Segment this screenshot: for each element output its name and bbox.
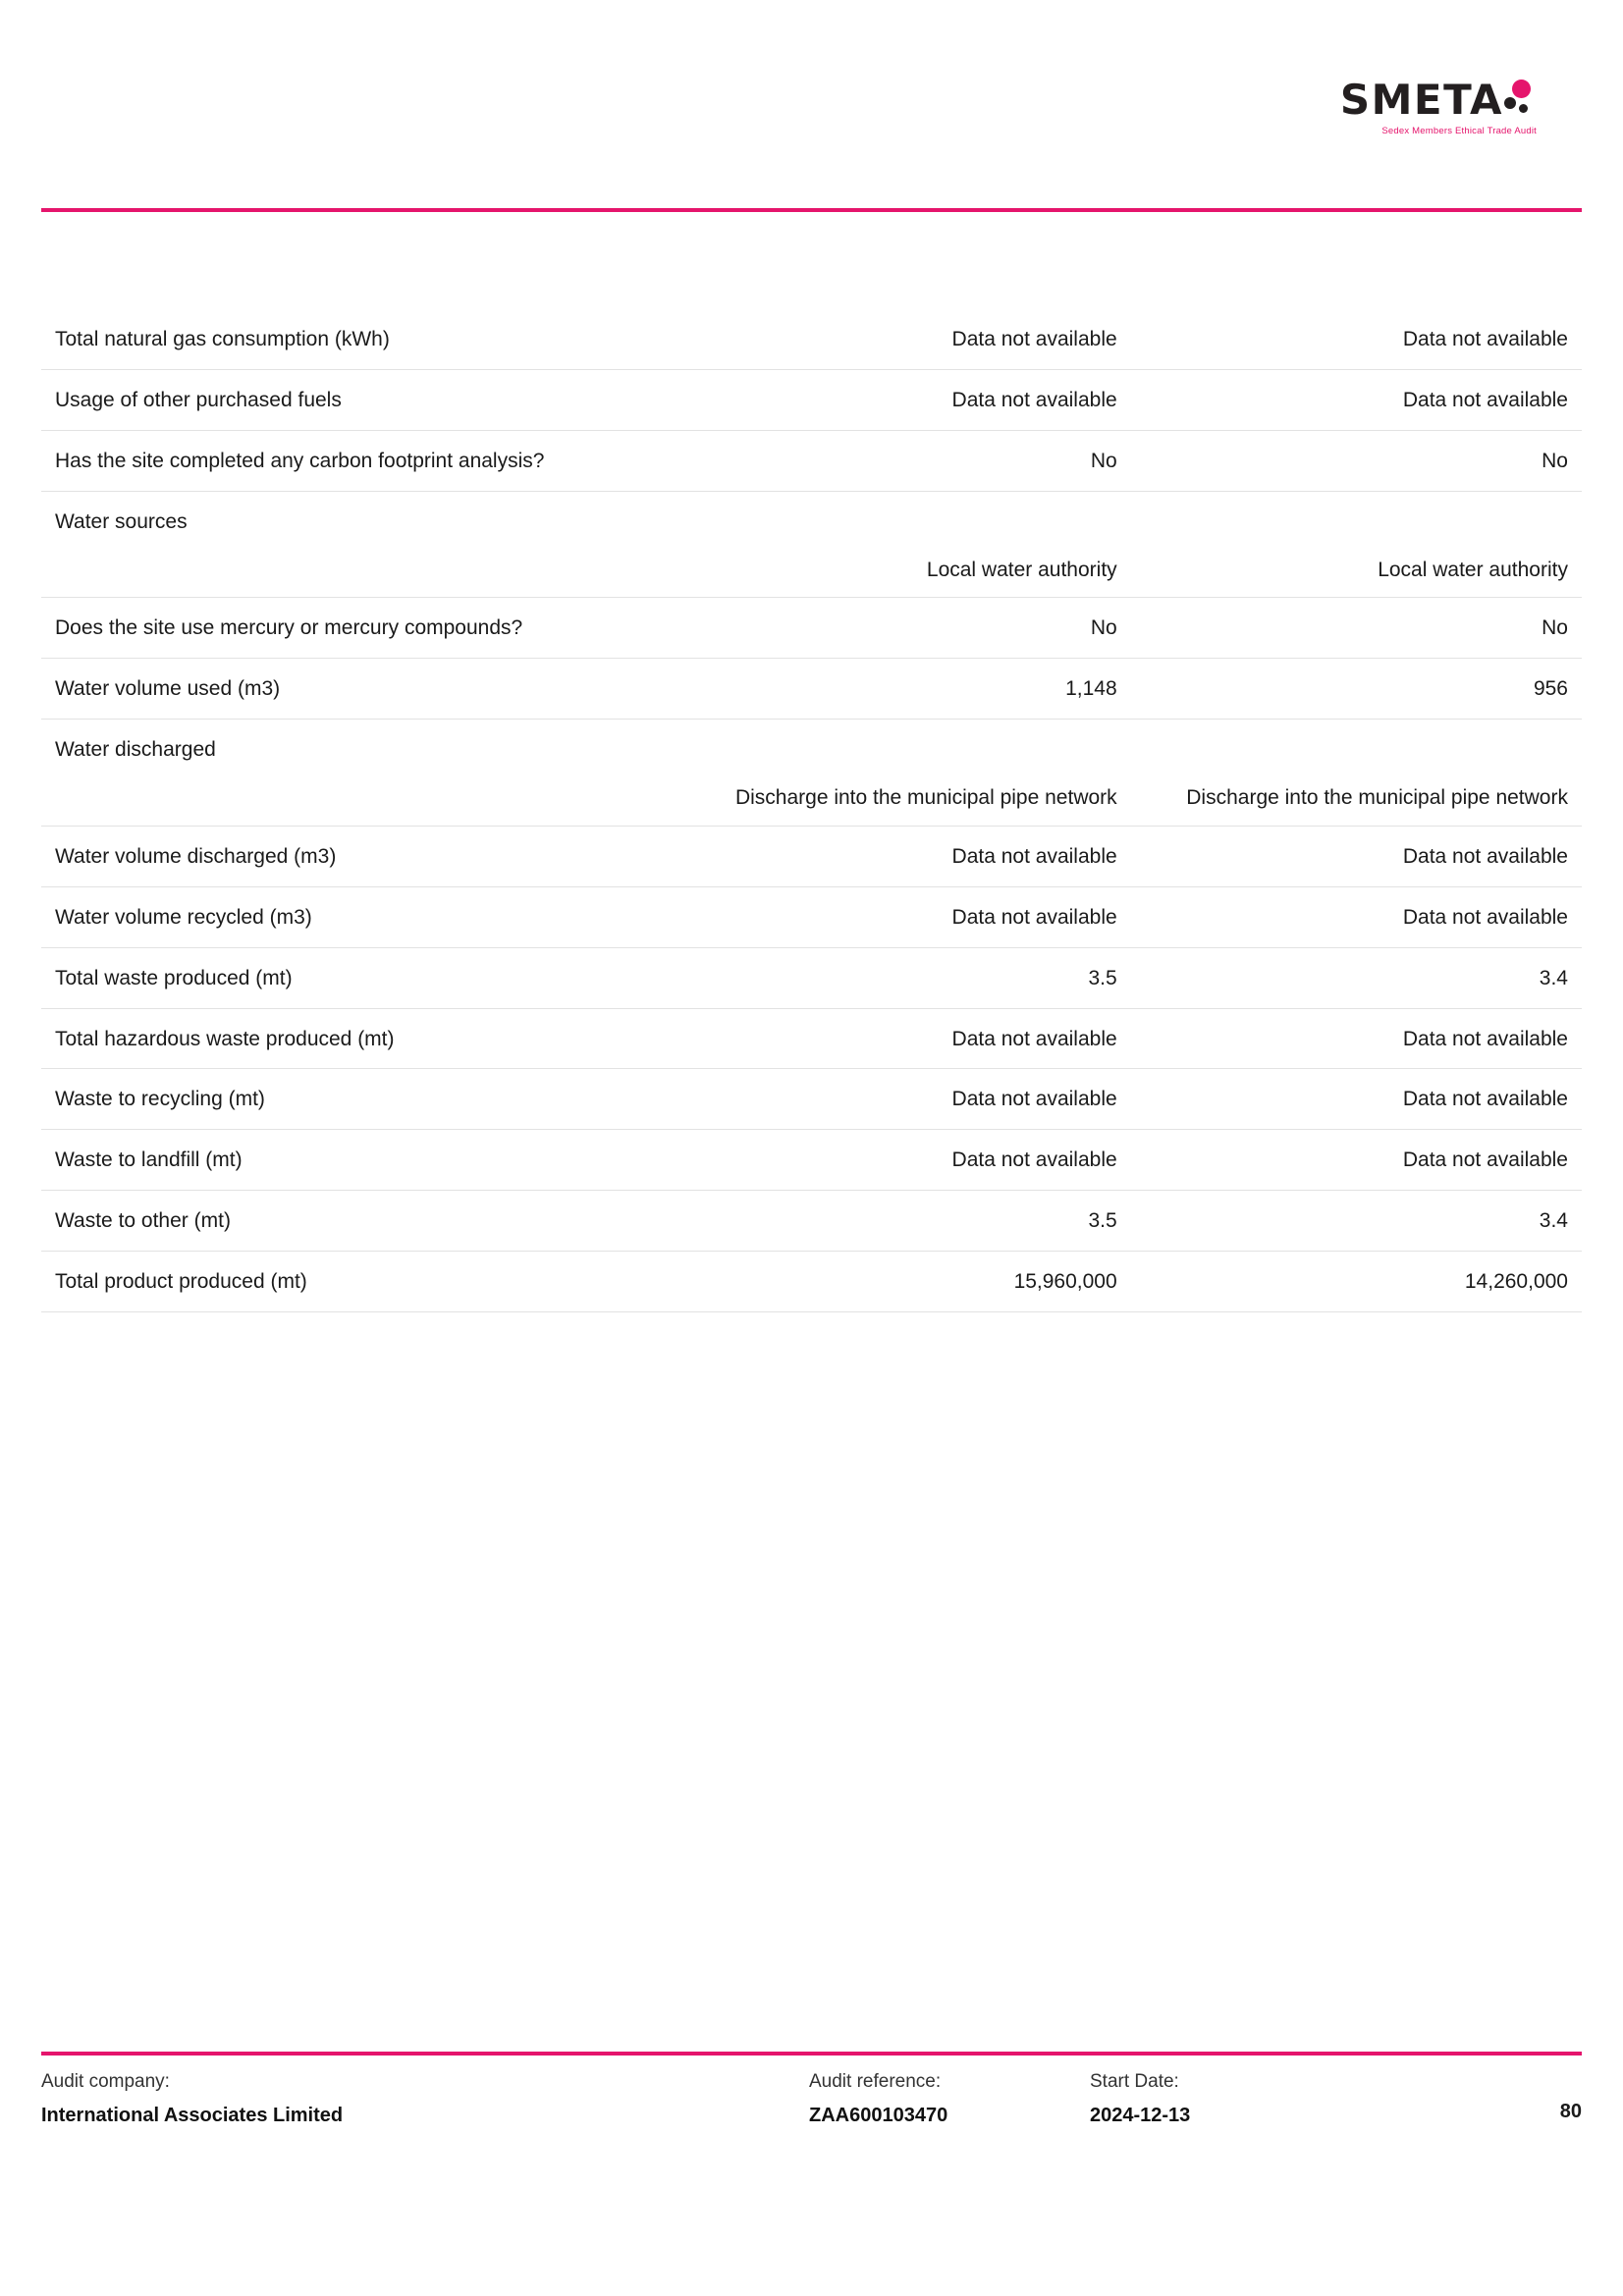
row-spacer <box>41 558 719 584</box>
row-label: Does the site use mercury or mercury compounds? <box>55 616 523 640</box>
row-label: Waste to other (mt) <box>55 1209 231 1233</box>
row-value-col2: Data not available <box>1402 1027 1568 1050</box>
row-value-col2: 956 <box>1533 677 1568 701</box>
smeta-logo-dots-icon <box>1503 80 1537 121</box>
row-value-col2: Data not available <box>1402 1148 1568 1172</box>
row-label: Waste to recycling (mt) <box>55 1088 265 1111</box>
row-label: Water discharged <box>55 738 216 762</box>
smeta-logo <box>1339 76 1537 136</box>
row-label: Water volume recycled (m3) <box>55 905 312 929</box>
table-row <box>41 1252 1582 1312</box>
table-row <box>41 370 1582 431</box>
logo-dot-small <box>1519 104 1528 113</box>
footer-start-date-value: 2024-12-13 <box>1090 2105 1191 2126</box>
row-label: Water volume discharged (m3) <box>55 844 337 868</box>
table-row <box>41 598 1582 659</box>
table-row <box>41 492 1582 599</box>
row-value-col1: Discharge into the municipal pipe network <box>734 786 1117 809</box>
table-row <box>41 1130 1582 1191</box>
row-value-col2: 14,260,000 <box>1464 1270 1568 1293</box>
logo-dot-medium <box>1504 97 1516 109</box>
row-spacer <box>41 785 719 812</box>
table-row <box>41 827 1582 887</box>
row-label: Total natural gas consumption (kWh) <box>55 328 390 350</box>
smeta-logo-subtitle: Sedex Members Ethical Trade Audit <box>1381 126 1537 136</box>
environment-data-table <box>41 309 1582 1312</box>
row-label: Water sources <box>55 509 188 533</box>
page-header <box>0 0 1623 218</box>
table-row <box>41 720 1582 827</box>
footer-audit-company-label: Audit company: <box>41 2071 170 2092</box>
row-label: Total waste produced (mt) <box>55 966 293 989</box>
smeta-logo-wordmark: SMETA <box>1339 76 1503 124</box>
row-label: Usage of other purchased fuels <box>55 388 342 411</box>
header-divider <box>41 208 1582 212</box>
table-row <box>41 309 1582 370</box>
row-value-col2: Data not available <box>1402 328 1568 350</box>
row-value-col2: Data not available <box>1402 1088 1568 1111</box>
row-value-col2: Data not available <box>1402 905 1568 929</box>
footer-divider <box>41 2052 1582 2056</box>
footer-audit-company-value: International Associates Limited <box>41 2105 344 2126</box>
row-label: Water volume used (m3) <box>55 677 281 701</box>
row-value-col2: Data not available <box>1402 388 1568 411</box>
table-row <box>41 887 1582 948</box>
table-row <box>41 659 1582 720</box>
row-value-col1: 3.5 <box>1088 966 1117 989</box>
footer-audit-company <box>41 2071 343 2127</box>
row-value-col2: Local water authority <box>1378 558 1568 581</box>
smeta-logo-text <box>1339 76 1537 124</box>
row-value-col1: No <box>1090 616 1117 640</box>
row-value-col1: Data not available <box>951 1088 1117 1111</box>
table-row <box>41 1069 1582 1130</box>
row-value-col1: Data not available <box>951 844 1117 868</box>
row-value-col1: Data not available <box>951 1027 1117 1050</box>
row-value-col2: 3.4 <box>1539 966 1568 989</box>
row-value-col2: No <box>1542 449 1568 472</box>
table-row <box>41 1009 1582 1070</box>
footer-audit-reference <box>809 2071 947 2127</box>
footer-start-date <box>1090 2071 1190 2127</box>
row-value-col1: 3.5 <box>1088 1209 1117 1233</box>
table-row <box>41 948 1582 1009</box>
page-footer <box>41 2071 1582 2160</box>
footer-start-date-label: Start Date: <box>1090 2071 1179 2092</box>
table-row <box>41 431 1582 492</box>
row-label: Total hazardous waste produced (mt) <box>55 1027 395 1050</box>
logo-dot-large <box>1512 80 1531 98</box>
row-label: Total product produced (mt) <box>55 1270 307 1293</box>
row-label: Waste to landfill (mt) <box>55 1148 243 1172</box>
table-row <box>41 1191 1582 1252</box>
row-value-col1: Local water authority <box>926 558 1117 581</box>
row-value-col1: Data not available <box>951 388 1117 411</box>
footer-audit-reference-label: Audit reference: <box>809 2071 942 2092</box>
row-value-col2: No <box>1542 616 1568 640</box>
row-value-col1: Data not available <box>951 905 1117 929</box>
row-label: Has the site completed any carbon footprint analysis? <box>55 449 545 472</box>
row-value-col2: Discharge into the municipal pipe network <box>1186 786 1568 809</box>
footer-audit-reference-value: ZAA600103470 <box>809 2105 948 2126</box>
row-value-col1: No <box>1090 449 1117 472</box>
footer-page-number: 80 <box>1559 2101 1582 2122</box>
row-value-col1: Data not available <box>951 328 1117 350</box>
row-value-col2: 3.4 <box>1539 1209 1568 1233</box>
row-value-col1: 1,148 <box>1065 677 1117 701</box>
row-value-col1: 15,960,000 <box>1013 1270 1117 1293</box>
row-value-col1: Data not available <box>951 1148 1117 1172</box>
row-value-col2: Data not available <box>1402 844 1568 868</box>
